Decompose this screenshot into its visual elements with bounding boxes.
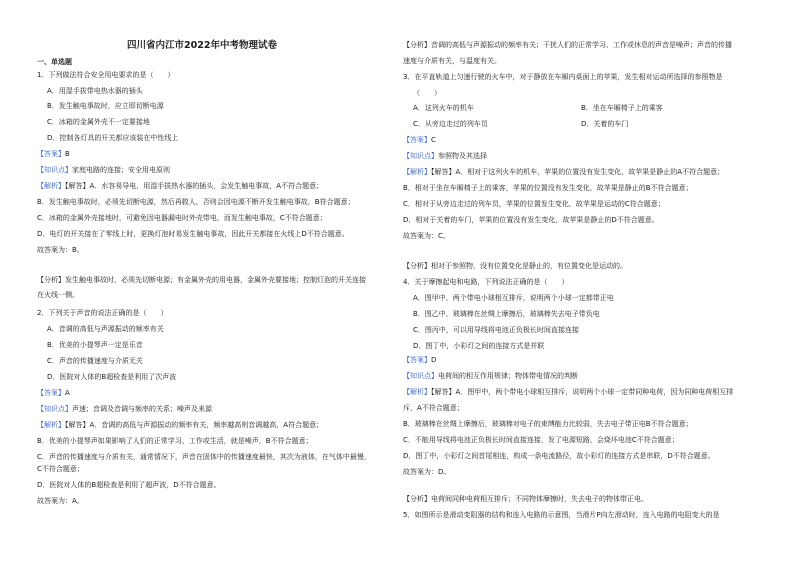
q2-explanation-4: C不符合题意；: [37, 465, 84, 473]
page-title: 四川省内江市2022年中考物理试卷: [127, 40, 277, 51]
knowledge-value: 声速；音调及音调与频率的关系；噪声及来源: [72, 405, 212, 413]
q1-option-b: B．发生触电事故时，应立即切断电源: [47, 102, 164, 110]
knowledge-label: 【知识点】: [37, 405, 72, 413]
knowledge-label: 【知识点】: [37, 166, 72, 174]
q4-option-a: A．图甲中，两个带电小球相互排斥，说明两个小球一定都带正电: [413, 294, 614, 302]
answer-value: B: [65, 150, 70, 158]
q4-answer: [403, 356, 436, 365]
q3-explanation-3: C．相对于从旁边走过的列车员，苹果的位置发生变化，故苹果是运动的C符合题意；: [403, 200, 665, 208]
q1-option-a: A．用湿手拔带电热水器的插头: [47, 87, 143, 95]
q3-analysis: 【分析】相对于参照物，没有位置变化是静止的，有位置变化是运动的。: [403, 262, 627, 270]
section-heading: 一、单选题: [37, 58, 72, 66]
q4-explanation-1: [403, 388, 733, 397]
q3-option-d: D．关着的车门: [581, 120, 629, 128]
explanation-text: 【解答】A．水容易导电，用湿手拔热水器的插头，会发生触电事故，A不符合题意；: [65, 182, 324, 190]
q1-analysis-1: 【分析】发生触电事故时，必须先切断电源；有金属外壳的用电器，金属外壳要接地；控制灯泡的开关连接: [37, 276, 366, 284]
answer-label: 【答案】: [403, 356, 431, 364]
q2-analysis-1: 【分析】音调的高低与声源振动的频率有关；干扰人们的正常学习、工作或休息的声音是噪声；声音的传播: [403, 41, 732, 49]
knowledge-label: 【知识点】: [403, 152, 438, 160]
knowledge-value: 电荷间的相互作用规律；物体带电情况的判断: [438, 372, 578, 380]
answer-value: D: [431, 356, 437, 364]
q4-explanation-6: 故答案为：D。: [403, 468, 451, 476]
q2-option-c: C．声音的传播速度与介质无关: [47, 357, 143, 365]
q4-explanation-5: D．图丁中，小彩灯之间首尾相连，构成一条电流路径，故小彩灯的连接方式是串联，D不符合题意。: [403, 452, 715, 460]
q2-option-b: B．优美的小提琴声一定是乐音: [47, 341, 143, 349]
question-3-paren: （ ）: [413, 89, 441, 97]
q3-explanation-1: [403, 168, 724, 177]
q3-knowledge: [403, 152, 487, 161]
q2-knowledge: [37, 405, 212, 414]
answer-label: 【答案】: [403, 136, 431, 144]
q4-option-d: D．图丁中，小彩灯之间的连接方式是并联: [413, 342, 545, 350]
q4-explanation-4: C．不能用导线将电池正负极长时间直接连接，发了电源短路，会烧坏电池C不符合题意；: [403, 436, 679, 444]
explanation-label: 【解析】: [37, 421, 65, 429]
q4-knowledge: [403, 372, 578, 381]
q3-option-a: A．这列火车的机车: [413, 104, 474, 112]
answer-label: 【答案】: [37, 150, 65, 158]
q2-explanation-6: 故答案为：A。: [37, 497, 84, 505]
q3-explanation-5: 故答案为：C。: [403, 232, 450, 240]
q3-explanation-4: D．相对于关着的车门，苹果的位置没有发生变化，故苹果是静止的D不符合题意。: [403, 216, 659, 224]
answer-value: C: [431, 136, 436, 144]
answer-label: 【答案】: [37, 389, 65, 397]
knowledge-value: 家庭电路的连接；安全用电原则: [72, 166, 170, 174]
q2-explanation-2: B．优美的小提琴声如果影响了人们的正常学习、工作或生活，就是噪声，B不符合题意；: [37, 437, 313, 445]
q4-explanation-2: 斥，A不符合题意；: [403, 404, 464, 412]
q1-option-d: D．控制各灯具的开关都应该装在中性线上: [47, 134, 179, 142]
question-1: 1．下列做法符合安全用电要求的是（ ）: [37, 71, 175, 79]
question-5: 5．如图所示是滑动变阻器的结构和连入电路的示意图，当滑片P向左滑动时，连入电路的电阻变大的是: [403, 511, 720, 519]
q1-explanation-5: 故答案为：B。: [37, 246, 84, 254]
question-2: 2．下列关于声音的说法正确的是（ ）: [37, 309, 168, 317]
explanation-label: 【解析】: [37, 182, 65, 190]
knowledge-label: 【知识点】: [403, 372, 438, 380]
q2-option-d: D．医院对人体的B超检查是利用了次声波: [47, 373, 177, 381]
q4-option-c: C．图丙中，可以用导线将电池正负极长时间直接连接: [413, 326, 579, 334]
question-4: 4．关于摩擦起电和电路，下列说法正确的是（ ）: [403, 278, 569, 286]
explanation-label: 【解析】: [403, 388, 431, 396]
q3-explanation-2: B．相对于坐在车厢椅子上的乘客，苹果的位置没有发生变化，故苹果是静止的B不符合题意；: [403, 184, 693, 192]
q2-explanation-3: C．声音的传播速度与介质有关，通常情况下，声音在固体中的传播速度最快，其次为液体，在气体中最慢，: [37, 453, 371, 461]
q2-analysis-2: 速度与介质有关，与温度有关。: [403, 57, 501, 65]
q2-answer: [37, 389, 70, 398]
q4-option-b: B．图乙中，玻璃棒在丝绸上摩擦后，玻璃棒失去电子带负电: [413, 310, 600, 318]
q1-explanation-3: C．冰箱的金属外壳接地时，可避免因电器漏电时外壳带电，而发生触电事故，C不符合题意；: [37, 214, 327, 222]
question-3: 3．在平直轨道上匀速行驶的火车中，对于静放在车厢内桌面上的苹果，发生相对运动所选择的参照物是: [403, 73, 723, 81]
explanation-text: 【解答】A．音调的高低与声源振动的频率有关，频率越高则音调越高，A符合题意；: [65, 421, 324, 429]
q3-answer: [403, 136, 436, 145]
q3-option-c: C．从旁边走过的列车员: [413, 120, 488, 128]
q1-explanation-2: B．发生触电事故时，必须先切断电源，然后再救人，否则会因电源不断开发生触电事故，B符合题意；: [37, 198, 355, 206]
answer-value: A: [65, 389, 70, 397]
q4-explanation-3: B．玻璃棒在丝绸上摩擦后，玻璃棒对电子的束缚能力比较弱，失去电子带正电B不符合题意；: [403, 420, 693, 428]
q1-explanation-4: D．电灯的开关接在了零线上时，更换灯泡时易发生触电事故，因此开关都接在火线上D不符合题意。: [37, 230, 349, 238]
q1-analysis-2: 在火线一侧。: [37, 291, 79, 299]
knowledge-value: 参照物及其选择: [438, 152, 487, 160]
q3-option-b: B．坐在车厢椅子上的乘客: [581, 104, 663, 112]
q4-analysis: 【分析】电荷间同种电荷相互排斥；不同物体摩擦时，失去电子的物体带正电。: [403, 495, 648, 503]
q1-explanation-1: [37, 182, 323, 191]
q1-option-c: C．冰箱的金属外壳不一定要接地: [47, 118, 150, 126]
explanation-label: 【解析】: [403, 168, 431, 176]
q2-explanation-1: [37, 421, 323, 430]
explanation-text: 【解答】A．图甲中，两个带电小球相互排斥，说明两个小球一定带同种电荷，因为同种电荷相互排: [431, 388, 734, 396]
q2-explanation-5: D．医院对人体的B超检查是利用了超声波，D不符合题意。: [37, 481, 221, 489]
q1-answer: [37, 150, 70, 159]
q1-knowledge: [37, 166, 170, 175]
q2-option-a: A．音调的高低与声源振动的频率有关: [47, 325, 164, 333]
explanation-text: 【解答】A．相对于这列火车的机车，苹果的位置没有发生变化，故苹果是静止的A不符合题意；: [431, 168, 725, 176]
